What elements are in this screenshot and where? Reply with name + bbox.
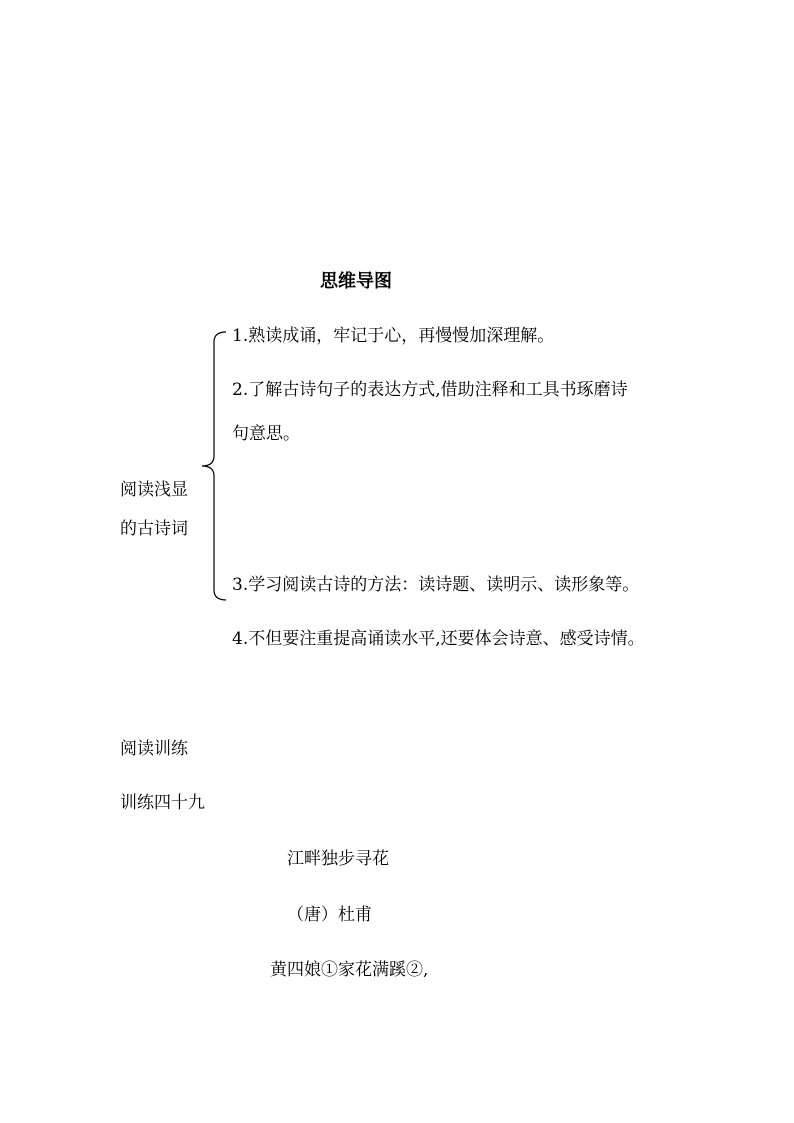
- mind-map-item-2-continued: 句意思。: [232, 424, 300, 444]
- mind-map-item-4: 4.不但要注重提高诵读水平,还要体会诗意、感受诗情。: [232, 629, 645, 649]
- curly-brace: [198, 330, 228, 602]
- mind-map-item-1: 1.熟读成诵，牢记于心，再慢慢加深理解。: [232, 326, 555, 346]
- mind-map-title: 思维导图: [320, 271, 392, 292]
- poem-line-1: 黄四娘①家花满蹊②,: [270, 960, 429, 980]
- mind-map-item-3: 3.学习阅读古诗的方法：读诗题、读明示、读形象等。: [232, 575, 640, 595]
- topic-label-line1: 阅读浅显: [120, 480, 188, 500]
- poem-author: （唐）杜甫: [287, 905, 372, 925]
- mind-map-item-2: 2.了解古诗句子的表达方式,借助注释和工具书琢磨诗: [232, 380, 628, 400]
- exercise-label: 训练四十九: [120, 793, 205, 813]
- section-heading: 阅读训练: [120, 739, 188, 759]
- topic-label-line2: 的古诗词: [120, 519, 188, 539]
- poem-title: 江畔独步寻花: [287, 849, 389, 869]
